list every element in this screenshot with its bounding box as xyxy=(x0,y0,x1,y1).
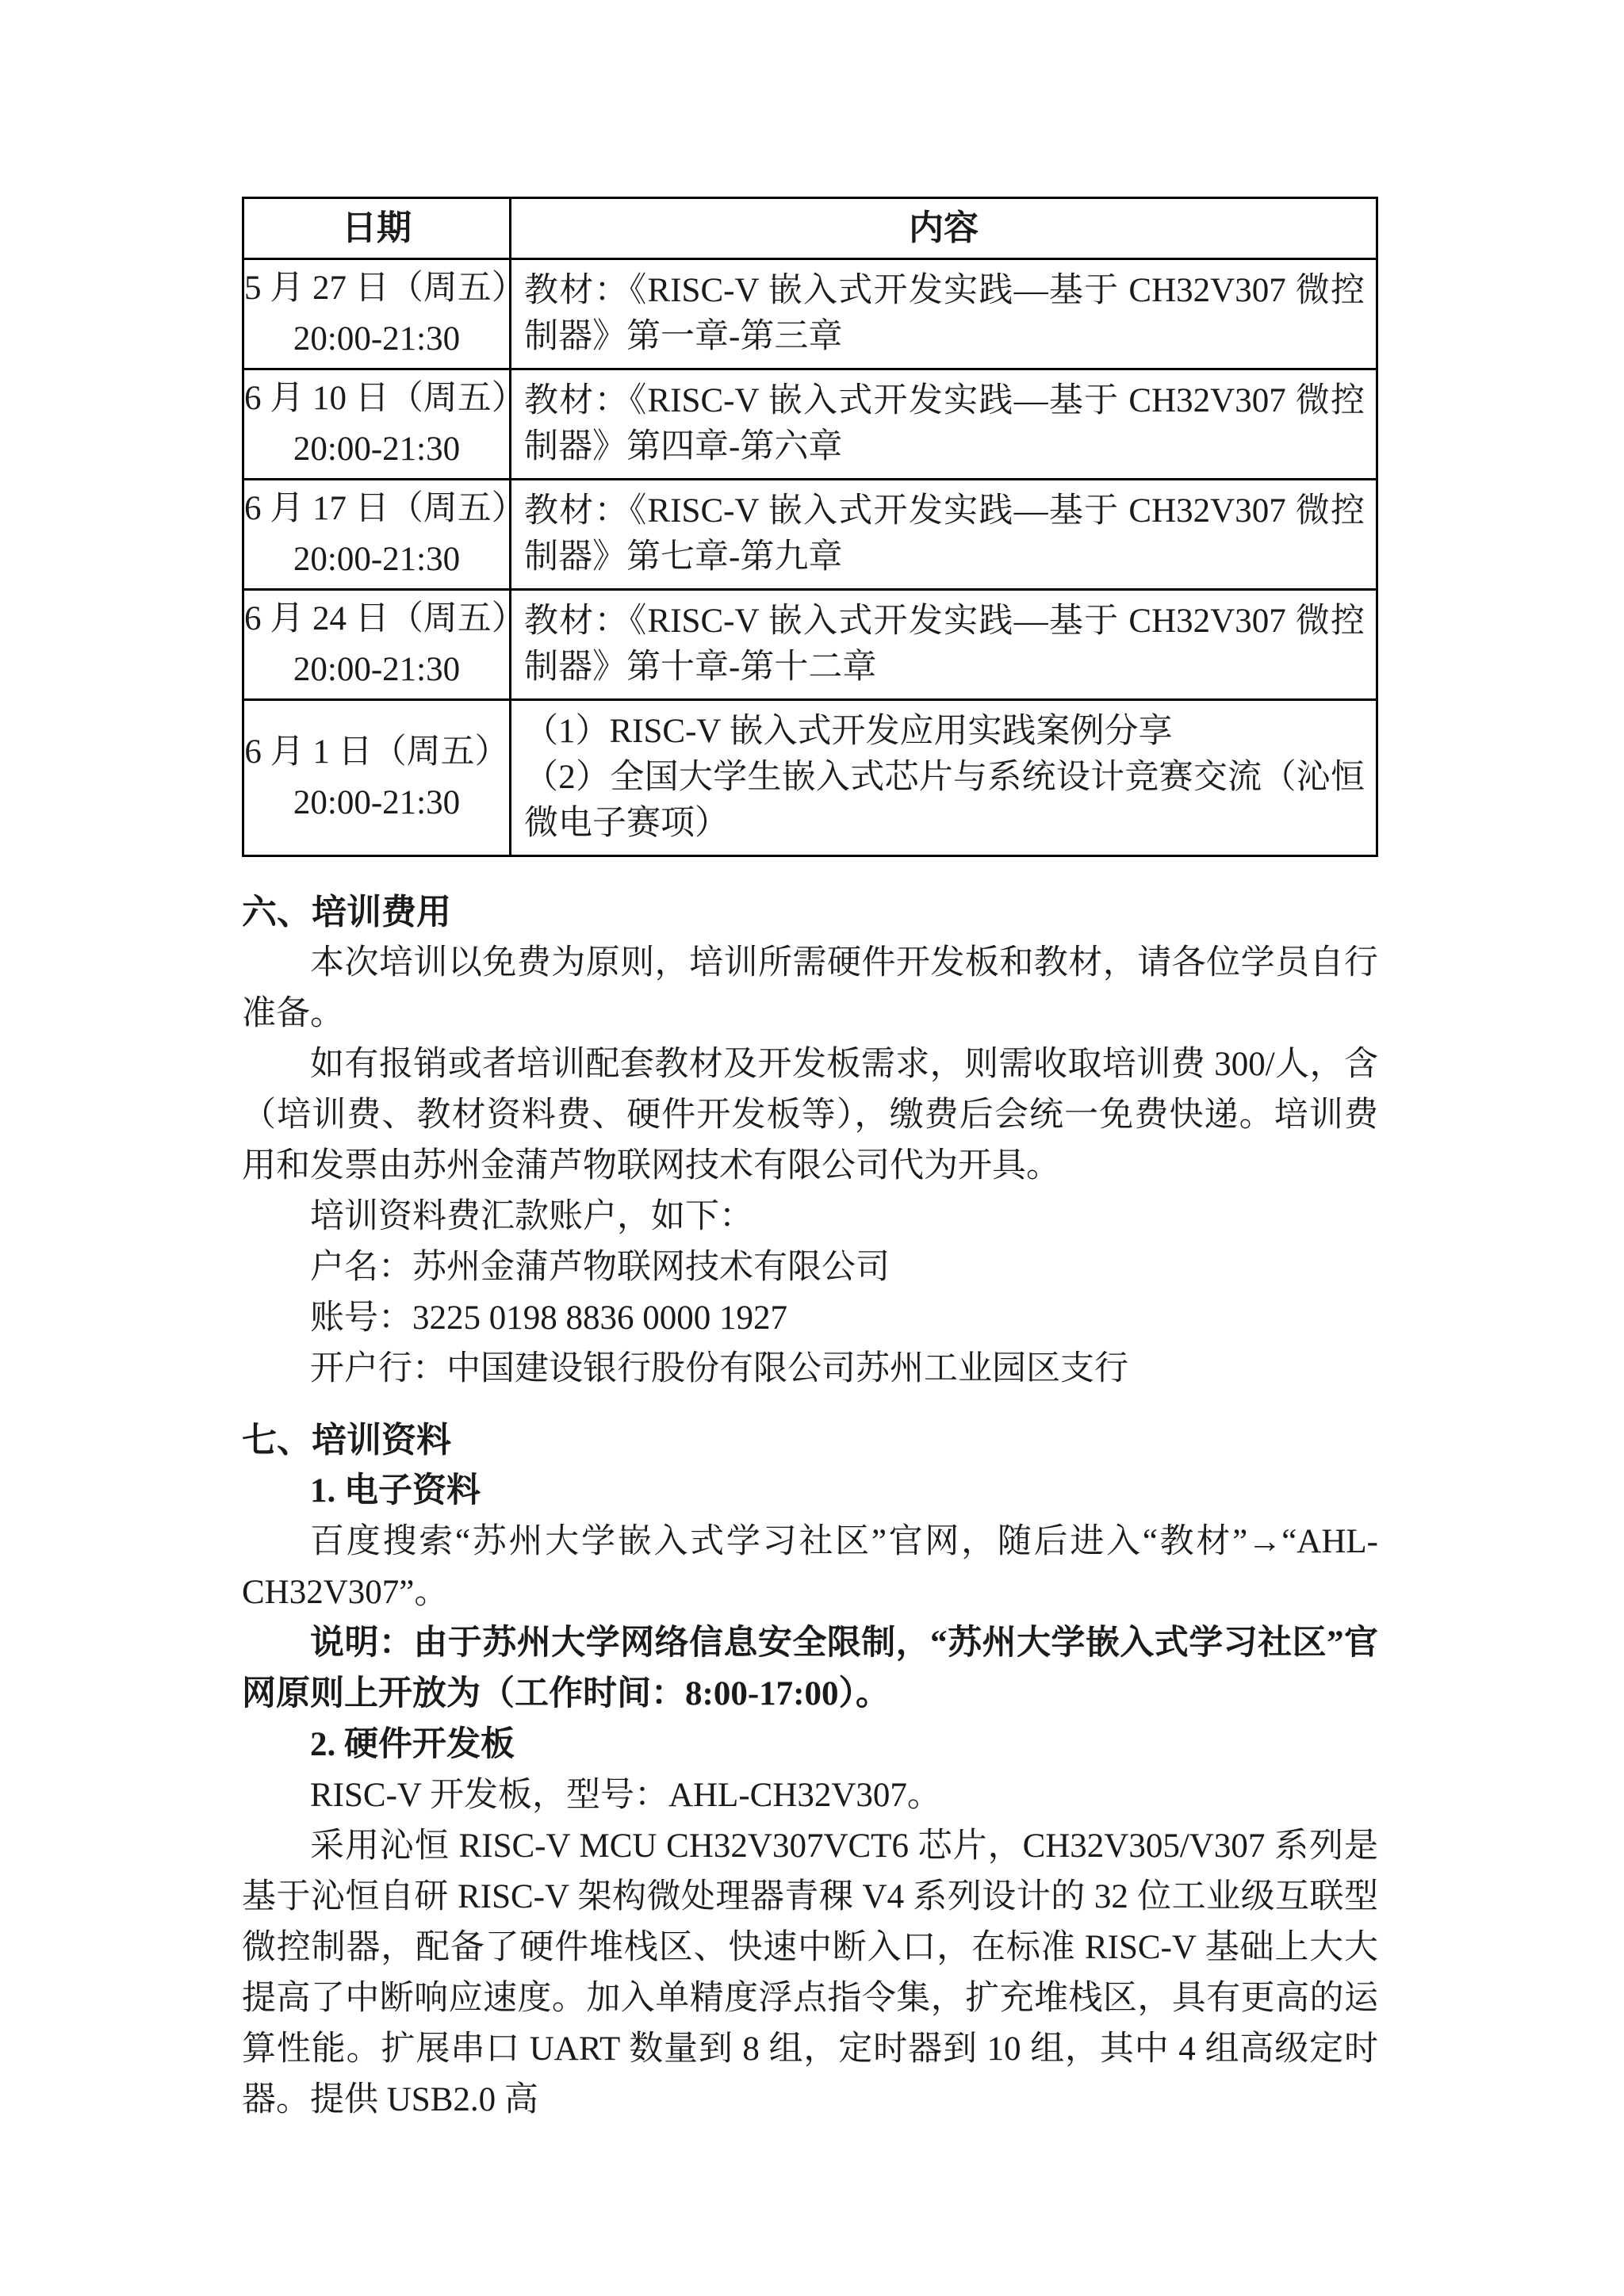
table-header-content: 内容 xyxy=(511,198,1377,259)
fee-paragraph-remittance-intro: 培训资料费汇款账户，如下： xyxy=(310,1198,753,1235)
date-cell xyxy=(243,700,511,856)
session-content-item: （1）RISC-V 嵌入式开发应用实践案例分享 xyxy=(524,713,1173,750)
materials-paragraph-board-model: RISC-V 开发板，型号：AHL-CH32V307。 xyxy=(310,1777,941,1814)
subsection-title-hardware-board: 2. 硬件开发板 xyxy=(310,1726,515,1763)
content-cell xyxy=(511,259,1377,369)
table-row xyxy=(243,700,1377,856)
session-time: 20:00-21:30 xyxy=(293,541,461,578)
section-training-fee xyxy=(242,887,1378,1395)
section-title-materials: 七、培训资料 xyxy=(242,1421,451,1460)
table-header-date: 日期 xyxy=(243,198,511,259)
materials-paragraph-access-note: 说明：由于苏州大学网络信息安全限制，“苏州大学嵌入式学习社区”官网原则上开放为（工作时间：8:00-17:00）。 xyxy=(242,1624,1378,1712)
content-cell xyxy=(511,700,1377,856)
fee-bank-branch: 开户行：中国建设银行股份有限公司苏州工业园区支行 xyxy=(310,1350,1128,1387)
session-content: 教材：《RISC-V 嵌入式开发实践—基于 CH32V307 微控制器》第一章-第三章 xyxy=(524,272,1365,355)
table-row xyxy=(243,480,1377,590)
session-time: 20:00-21:30 xyxy=(293,651,461,688)
fee-paragraph-free-principle: 本次培训以免费为原则，培训所需硬件开发板和教材，请各位学员自行准备。 xyxy=(242,944,1378,1032)
session-date: 6 月 17 日（周五） xyxy=(244,490,526,527)
session-content: 教材：《RISC-V 嵌入式开发实践—基于 CH32V307 微控制器》第七章-第九章 xyxy=(524,492,1365,576)
session-content: 教材：《RISC-V 嵌入式开发实践—基于 CH32V307 微控制器》第四章-第六章 xyxy=(524,382,1365,465)
schedule-table xyxy=(242,197,1378,857)
materials-paragraph-baidu-search: 百度搜索“苏州大学嵌入式学习社区”官网，随后进入“教材”→“AHL-CH32V307”。 xyxy=(242,1523,1378,1611)
session-date: 6 月 10 日（周五） xyxy=(244,380,526,417)
session-content-item: （2）全国大学生嵌入式芯片与系统设计竞赛交流（沁恒微电子赛项） xyxy=(524,759,1365,842)
session-time: 20:00-21:30 xyxy=(293,320,461,358)
date-cell xyxy=(243,369,526,480)
materials-paragraph-chip-description: 采用沁恒 RISC-V MCU CH32V307VCT6 芯片，CH32V305/V307 系列是基于沁恒自研 RISC-V 架构微处理器青稞 V4 系列设计的 32 位工业级互联型微控制器，配备了硬件堆栈区、快速中断入口，在标准 RISC-V 基础上大大提高了中断响应速度。加入单精度浮点指令集，扩充堆栈区，具有更高的运算性能。扩展串口 UART 数量到 8 组，定时器到 10 组，其中 4 组高级定时器。提供 USB2.0 高 xyxy=(242,1827,1378,2118)
session-content: 教材：《RISC-V 嵌入式开发实践—基于 CH32V307 微控制器》第十章-第十二章 xyxy=(524,603,1365,686)
content-cell xyxy=(511,480,1377,590)
session-time: 20:00-21:30 xyxy=(293,430,461,468)
date-cell xyxy=(243,590,526,700)
fee-account-name: 户名：苏州金蒲芦物联网技术有限公司 xyxy=(310,1249,890,1286)
session-date: 6 月 24 日（周五） xyxy=(244,600,526,637)
session-time: 20:00-21:30 xyxy=(293,784,461,821)
date-cell xyxy=(243,480,526,590)
session-date: 5 月 27 日（周五） xyxy=(244,270,526,307)
table-header-row xyxy=(243,198,1377,259)
date-cell xyxy=(243,259,526,369)
table-row xyxy=(243,369,1377,480)
content-cell xyxy=(511,590,1377,700)
section-training-materials xyxy=(242,1415,1378,2126)
fee-paragraph-reimbursement: 如有报销或者培训配套教材及开发板需求，则需收取培训费 300/人，含（培训费、教材资料费、硬件开发板等），缴费后会统一免费快递。培训费用和发票由苏州金蒲芦物联网技术有限公司代为开具。 xyxy=(242,1046,1378,1184)
fee-account-number: 账号：3225 0198 8836 0000 1927 xyxy=(310,1299,787,1337)
content-cell xyxy=(511,369,1377,480)
session-date: 6 月 1 日（周五） xyxy=(244,733,509,771)
table-row xyxy=(243,259,1377,369)
table-row xyxy=(243,590,1377,700)
subsection-title-electronic-materials: 1. 电子资料 xyxy=(310,1472,481,1510)
section-title-fee: 六、培训费用 xyxy=(242,893,451,932)
